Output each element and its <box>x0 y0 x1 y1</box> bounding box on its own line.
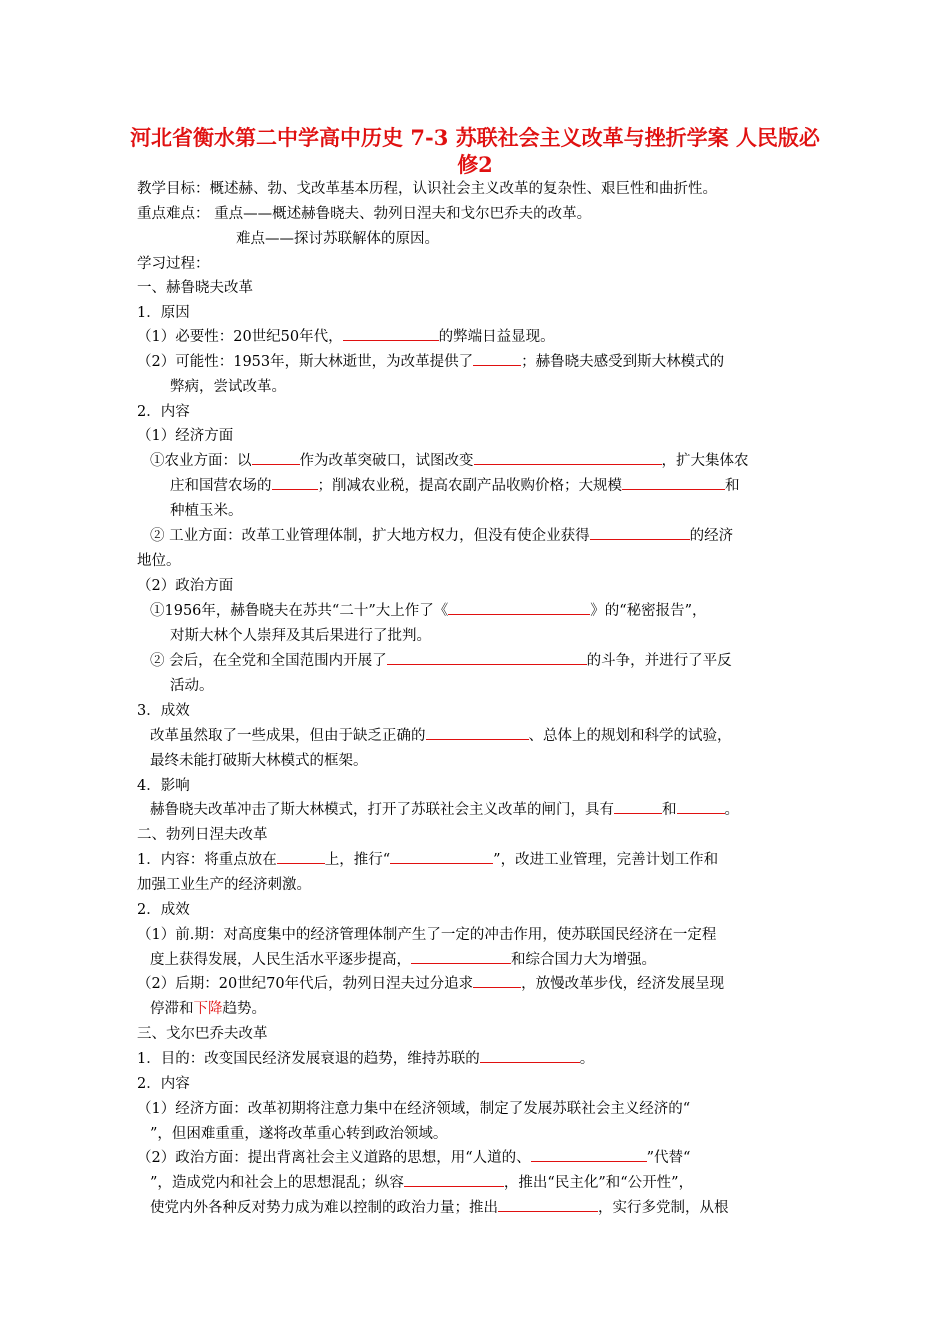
text-line <box>150 1197 729 1219</box>
text-segment: 改革虽然取了一些成果，但由于缺乏正确的 <box>150 728 426 744</box>
text-segment: 停滞和 <box>150 1001 194 1017</box>
fill-blank[interactable] <box>411 949 511 964</box>
text-segment: （2）政治方面：提出背离社会主义道路的思想，用“人道的、 <box>137 1150 531 1166</box>
text-segment: 度上获得发展，人民生活水平逐步提高， <box>150 952 411 968</box>
text-line: ”，但困难重重，遂将改革重心转到政治领域。 <box>150 1126 448 1142</box>
text-line <box>150 949 656 971</box>
text-line: 弊病，尝试改革。 <box>170 379 286 395</box>
fill-blank[interactable] <box>474 450 662 465</box>
text-segment: 作为改革突破口，试图改变 <box>299 453 474 469</box>
text-segment: （2）后期：20世纪70年代后，勃列日涅夫过分追求 <box>137 976 474 992</box>
text-segment: ② 工业方面：改革工业管理体制，扩大地方权力，但没有使企业获得 <box>150 528 590 544</box>
text-segment: 赫鲁晓夫改革冲击了斯大林模式，打开了苏联社会主义改革的闸门，具有 <box>150 802 614 818</box>
text-line <box>137 326 555 348</box>
text-segment: ；削减农业税，提高农副产品收购价格；大规模 <box>317 478 622 494</box>
fill-blank[interactable] <box>426 725 529 740</box>
text-segment: ”，改进工业管理，完善计划工作和 <box>493 852 719 868</box>
text-segment: ①1956年，赫鲁晓夫在苏共“二十”大上作了《 <box>150 603 449 619</box>
subheading-content: 2．内容 <box>137 404 190 420</box>
text-line: 对斯大林个人崇拜及其后果进行了批判。 <box>170 628 431 644</box>
fill-blank[interactable] <box>590 525 690 540</box>
text-segment: 趋势。 <box>222 1001 266 1017</box>
text-segment: 和 <box>725 478 740 494</box>
text-line: （1）前.期：对高度集中的经济管理体制产生了一定的冲击作用，使苏联国民经济在一定程 <box>137 927 717 943</box>
fill-blank[interactable] <box>404 1172 504 1187</box>
text-line: 地位。 <box>137 553 181 569</box>
text-segment: 上，推行“ <box>324 852 391 868</box>
text-line <box>137 1147 690 1169</box>
text-segment: （1）必要性：20世纪50年代， <box>137 329 343 345</box>
text-segment: 》的“秘密报告”， <box>590 603 707 619</box>
text-segment: 使党内外各种反对势力成为难以控制的政治力量；推出 <box>150 1200 498 1216</box>
text-line: （1）经济方面：改革初期将注意力集中在经济领域，制定了发展苏联社会主义经济的“ <box>137 1101 691 1117</box>
text-segment: ”代替“ <box>646 1150 691 1166</box>
text-segment: 的经济 <box>689 528 734 544</box>
fill-blank[interactable] <box>622 475 725 490</box>
document-title: 河北省衡水第二中学高中历史 7-3 苏联社会主义改革与挫折学案 人民版必修2 <box>130 125 820 177</box>
text-line: 种植玉米。 <box>170 503 243 519</box>
text-segment: 和 <box>662 802 677 818</box>
process-heading: 学习过程： <box>137 256 210 272</box>
text-segment: 的弊端日益显现。 <box>438 329 555 345</box>
fill-blank[interactable] <box>531 1147 647 1162</box>
text-line <box>137 849 718 871</box>
text-segment: ，扩大集体农 <box>661 453 749 469</box>
fill-blank[interactable] <box>390 849 493 864</box>
text-segment: 、总体上的规划和科学的试验， <box>528 728 732 744</box>
text-line: 最终未能打破斯大林模式的框架。 <box>150 753 368 769</box>
text-line <box>150 650 732 672</box>
fill-blank[interactable] <box>473 351 521 366</box>
fill-blank[interactable] <box>614 799 662 814</box>
fill-blank[interactable] <box>277 849 325 864</box>
text-segment: ；赫鲁晓夫感受到斯大林模式的 <box>521 354 725 370</box>
text-line <box>150 450 749 472</box>
text-segment: ，放慢改革步伐，经济发展呈现 <box>521 976 725 992</box>
fill-blank[interactable] <box>480 1048 580 1063</box>
text-segment: ，推出“民主化”和“公开性”， <box>503 1175 694 1191</box>
text-line: 加强工业生产的经济刺激。 <box>137 877 311 893</box>
text-segment: ，实行多党制，从根 <box>598 1200 729 1216</box>
difficult-points: 难点——探讨苏联解体的原因。 <box>236 231 439 247</box>
subheading-impact: 4．影响 <box>137 778 190 794</box>
fill-blank[interactable] <box>343 326 439 341</box>
fill-blank[interactable] <box>677 799 725 814</box>
section-3-heading: 三、戈尔巴乔夫改革 <box>137 1026 268 1042</box>
text-line <box>137 1048 594 1070</box>
text-line <box>150 525 733 547</box>
text-line <box>150 998 266 1020</box>
text-segment: ”，造成党内和社会上的思想混乱；纵容 <box>150 1175 404 1191</box>
text-line <box>170 475 740 497</box>
subheading-result: 2．成效 <box>137 902 190 918</box>
text-line: 活动。 <box>170 678 214 694</box>
key-points: 重点难点： 重点——概述赫鲁晓夫、勃列日涅夫和戈尔巴乔夫的改革。 <box>137 206 592 222</box>
text-segment: ①农业方面：以 <box>150 453 252 469</box>
fill-blank[interactable] <box>473 973 521 988</box>
text-line <box>150 725 732 747</box>
subheading-politics: （2）政治方面 <box>137 578 234 594</box>
fill-blank[interactable] <box>448 600 590 615</box>
text-segment: 。 <box>579 1051 595 1067</box>
fill-blank[interactable] <box>387 650 587 665</box>
text-segment: 1．目的：改变国民经济发展衰退的趋势，维持苏联的 <box>137 1051 480 1067</box>
text-segment: 和综合国力大为增强。 <box>511 952 656 968</box>
teaching-objectives: 教学目标：概述赫、勃、戈改革基本历程，认识社会主义改革的复杂性、艰巨性和曲折性。 <box>137 181 717 197</box>
text-line <box>137 973 724 995</box>
text-line <box>150 600 707 622</box>
text-segment: ② 会后，在全党和全国范围内开展了 <box>150 653 387 669</box>
text-segment: 的斗争，并进行了平反 <box>586 653 732 669</box>
text-line <box>150 1172 693 1194</box>
text-line <box>137 351 724 373</box>
subheading-cause: 1．原因 <box>137 305 190 321</box>
text-line <box>150 799 739 821</box>
red-text: 下降 <box>193 1001 223 1017</box>
text-segment: 1．内容：将重点放在 <box>137 852 277 868</box>
text-segment: （2）可能性：1953年，斯大林逝世，为改革提供了 <box>137 354 474 370</box>
fill-blank[interactable] <box>272 475 318 490</box>
text-segment: 。 <box>724 802 739 818</box>
subheading-content: 2．内容 <box>137 1076 190 1092</box>
text-segment: 庄和国营农场的 <box>170 478 272 494</box>
section-1-heading: 一、赫鲁晓夫改革 <box>137 280 253 296</box>
subheading-result: 3．成效 <box>137 703 190 719</box>
fill-blank[interactable] <box>498 1197 598 1212</box>
subheading-economy: （1）经济方面 <box>137 428 234 444</box>
section-2-heading: 二、勃列日涅夫改革 <box>137 827 268 843</box>
fill-blank[interactable] <box>252 450 300 465</box>
